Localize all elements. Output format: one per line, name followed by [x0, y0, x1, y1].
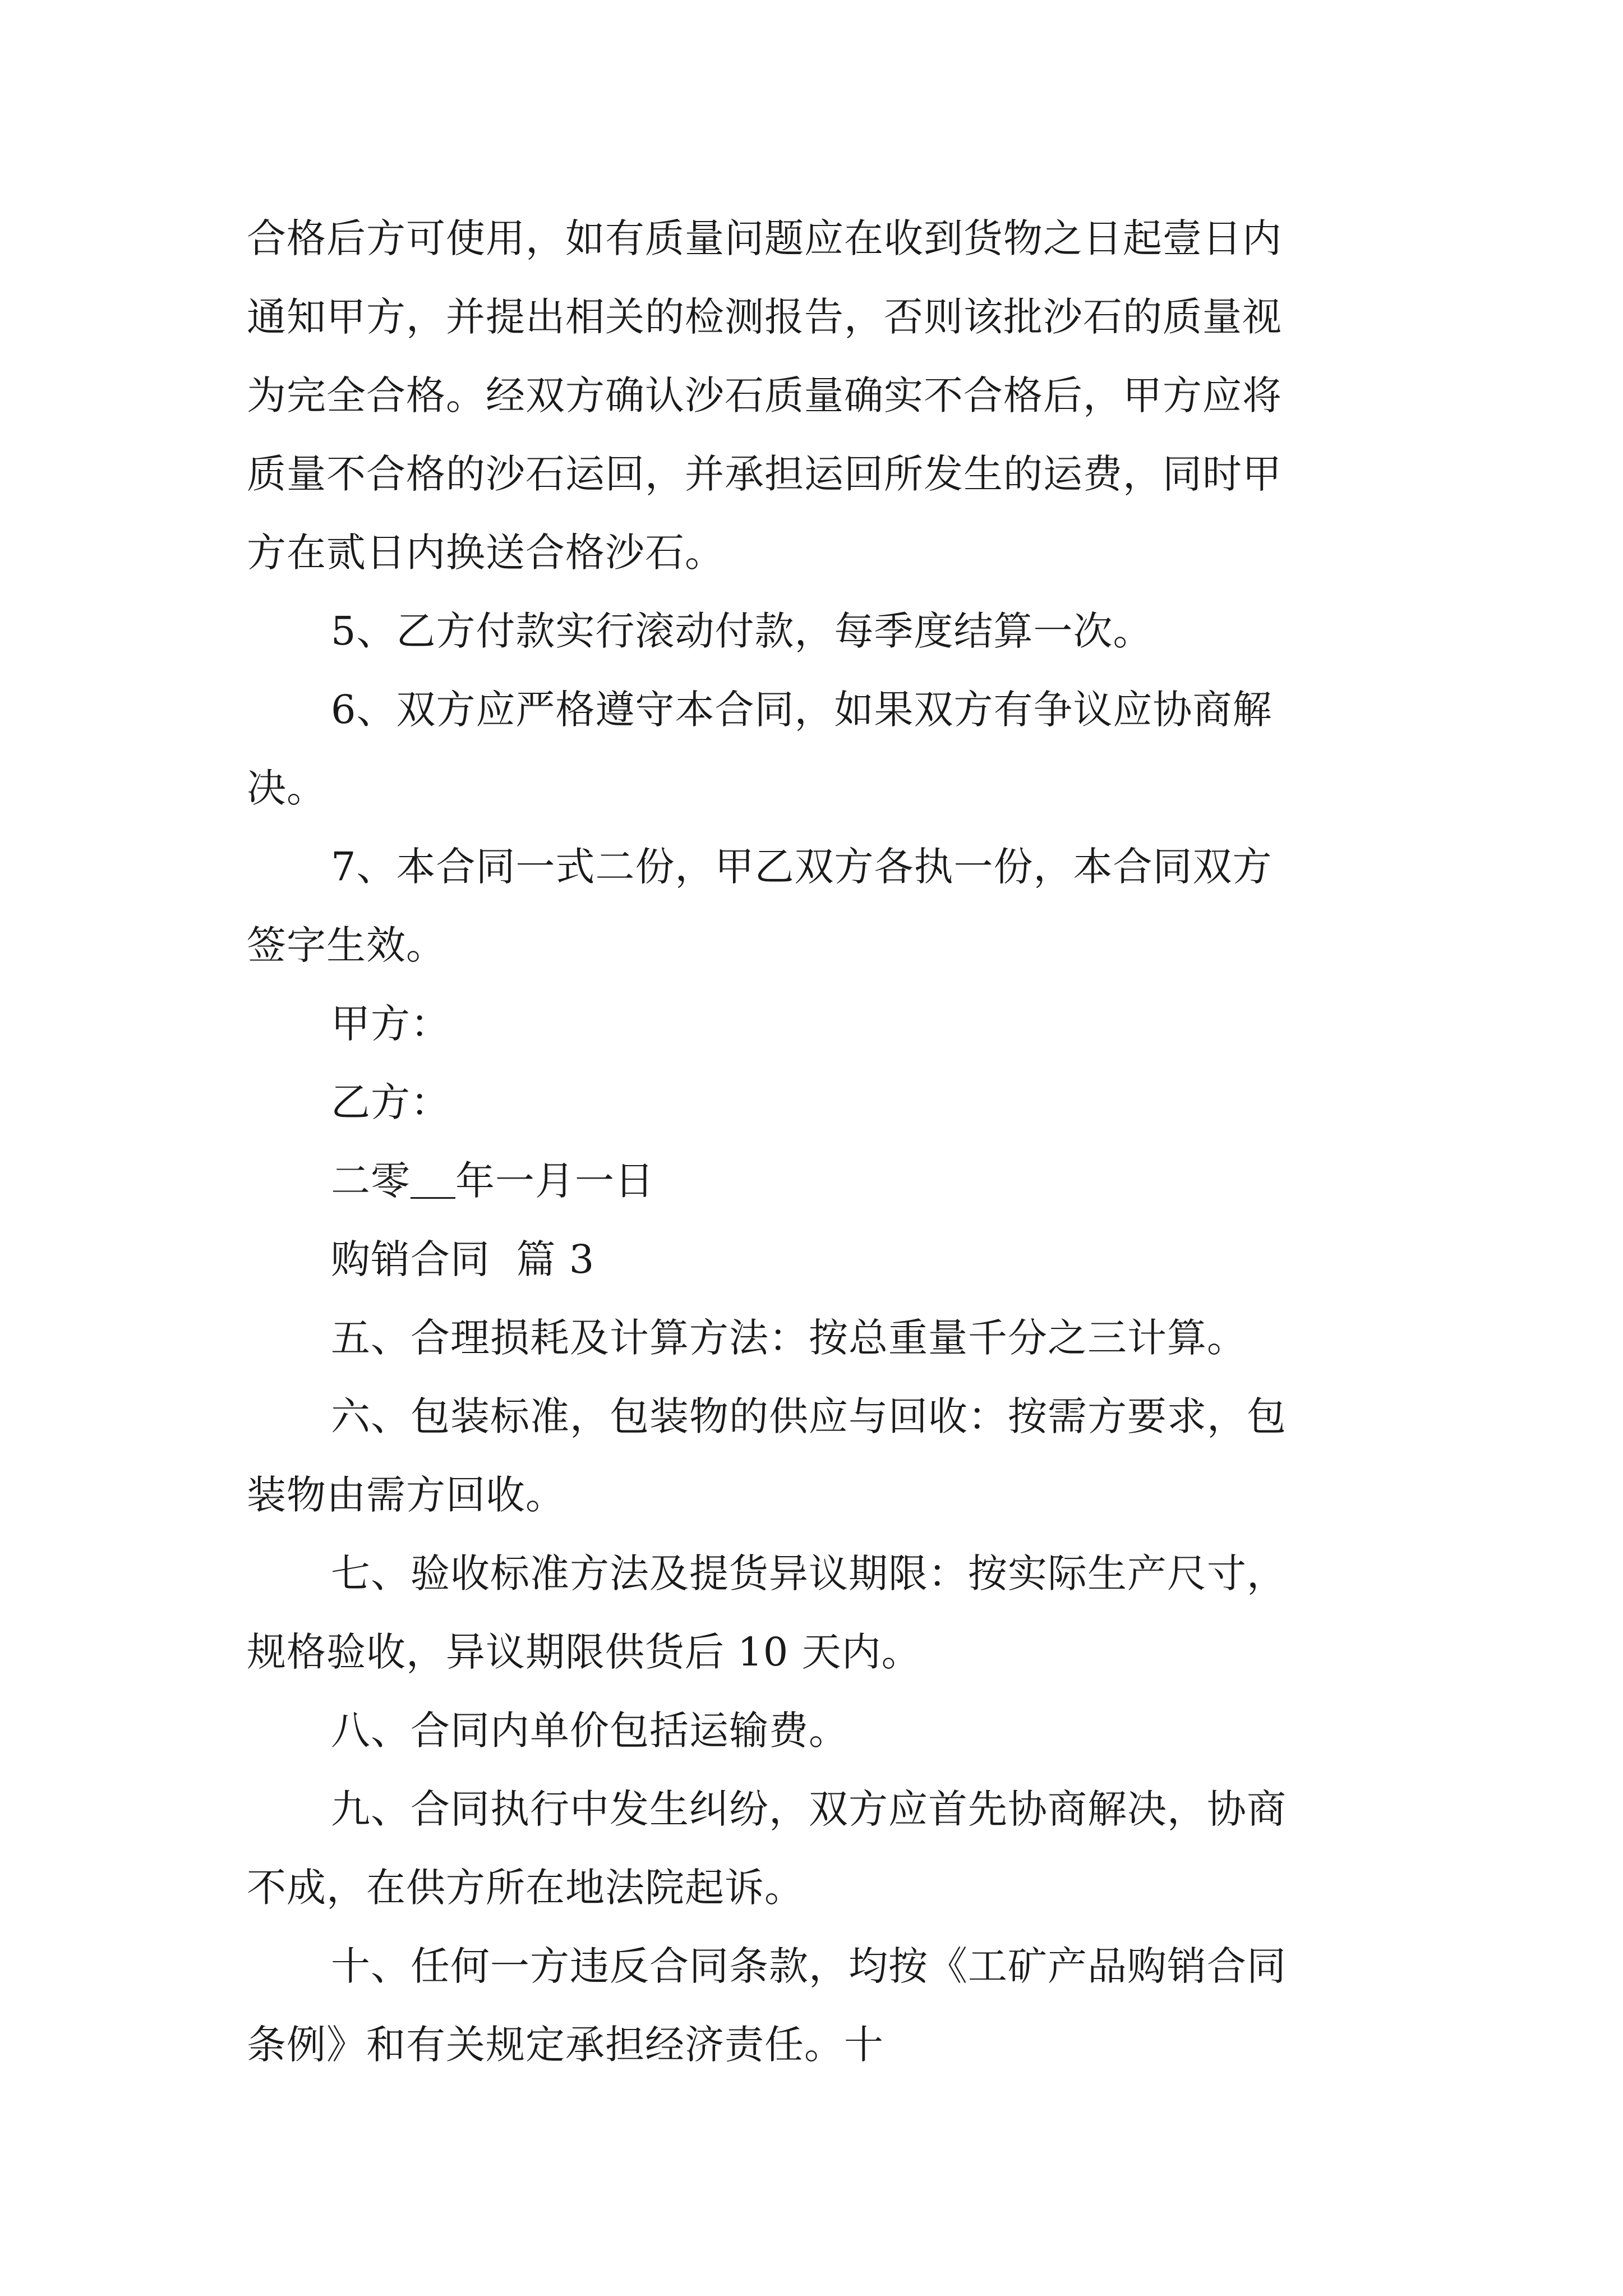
party-a-label: 甲方： [331, 1001, 450, 1047]
paragraph-line: 条例》和有关规定承担经济责任。十 [247, 2022, 884, 2068]
date-suffix: 年一月一日 [455, 1158, 654, 1204]
article-9: 九、合同执行中发生纠纷，双方应首先协商解决，协商 [331, 1786, 1287, 1832]
paragraph-line: 装物由需方回收。 [247, 1472, 565, 1518]
date-line [247, 1142, 1385, 1220]
paragraph-line: 规格验收，异议期限供货后 10 天内。 [247, 1629, 921, 1675]
document-body [247, 199, 1385, 2084]
paragraph-line: 通知甲方，并提出相关的检测报告，否则该批沙石的质量视 [247, 294, 1282, 340]
clause-5: 5、乙方付款实行滚动付款，每季度结算一次。 [331, 608, 1153, 654]
paragraph-line: 为完全合格。经双方确认沙石质量确实不合格后，甲方应将 [247, 372, 1282, 418]
article-6: 六、包装标准，包装物的供应与回收：按需方要求，包 [331, 1393, 1287, 1439]
article-8: 八、合同内单价包括运输费。 [331, 1708, 849, 1754]
date-prefix: 二零 [331, 1158, 411, 1204]
clause-6: 6、双方应严格遵守本合同，如果双方有争议应协商解 [331, 687, 1272, 733]
clause-7: 7、本合同一式二份，甲乙双方各执一份，本合同双方 [331, 844, 1272, 890]
paragraph-line: 不成，在供方所在地法院起诉。 [247, 1865, 804, 1911]
year-blank [411, 1163, 455, 1199]
party-b-label: 乙方： [331, 1079, 450, 1125]
paragraph-line: 方在贰日内换送合格沙石。 [247, 530, 725, 576]
article-10: 十、任何一方违反合同条款，均按《工矿产品购销合同 [331, 1943, 1287, 1989]
paragraph-line: 合格后方可使用，如有质量问题应在收到货物之日起壹日内 [247, 215, 1282, 261]
article-5: 五、合理损耗及计算方法：按总重量千分之三计算。 [331, 1315, 1247, 1361]
article-7: 七、验收标准方法及提货异议期限：按实际生产尺寸， [331, 1550, 1287, 1596]
paragraph-line: 质量不合格的沙石运回，并承担运回所发生的运费，同时甲 [247, 451, 1282, 497]
paragraph-line: 决。 [247, 765, 326, 811]
paragraph-line: 签字生效。 [247, 922, 446, 968]
section-title: 购销合同 篇 3 [331, 1236, 595, 1282]
